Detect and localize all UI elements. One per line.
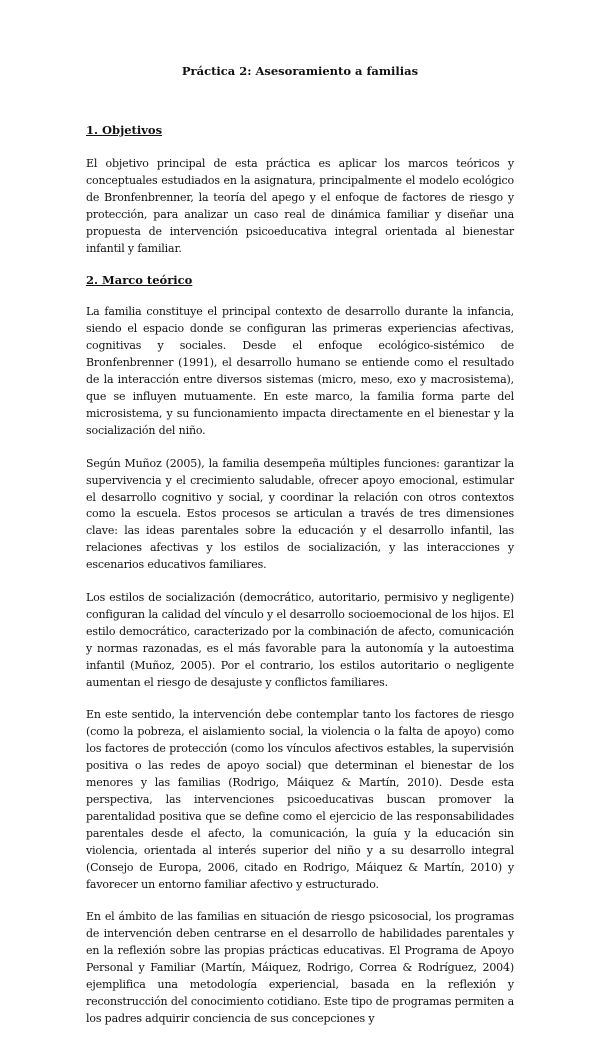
- paragraph-familia-contexto: La familia constituye el principal contexto de desarrollo durante la infancia, siendo el espacio donde se configuran las primeras experiencias afectivas, cognitivas y sociales. Desde el enfoque ecológico-sistémico de Bronfenbrenner (1991), el desarrollo humano se entiende como el resultado de la interacción entre diversos sistemas (micro, meso, exo y macrosistema), que se influyen mutuamente. En este marco, la familia forma parte del microsistema, y su funcionamiento impacta directamente en el bienestar y la socialización del niño.: [86, 305, 514, 437]
- paragraph-factores-riesgo: En este sentido, la intervención debe contemplar tanto los factores de riesgo (como la pobreza, el aislamiento social, la violencia o la falta de apoyo) como los factores de protección (como los vínculos afectivos estables, la supervisión positiva o las redes de apoyo social) que determinan el bienestar de los menores y las familias (Rodrigo, Máiquez & Martín, 2010). Desde esta perspectiva, las intervenciones psicoeducativas buscan promover la parentalidad positiva que se define como el ejercicio de las responsabilidades parentales desde el afecto, la comunicación, la guía y la educación sin violencia, orientada al interés superior del niño y a su desarrollo integral (Consejo de Europa, 2006, citado en Rodrigo, Máiquez & Martín, 2010) y favorecer un entorno familiar afectivo y estructurado.: [86, 708, 514, 891]
- section-heading-objetivos: 1. Objetivos: [86, 123, 163, 137]
- document-content: [86, 64, 514, 1044]
- paragraph-programas-intervencion: En el ámbito de las familias en situación de riesgo psicosocial, los programas de intervención deben centrarse en el desarrollo de habilidades parentales y en la reflexión sobre las propias prácticas educativas. El Programa de Apoyo Personal y Familiar (Martín, Máiquez, Rodrigo, Correa & Rodríguez, 2004) ejemplifica una metodología experiencial, basada en la reflexión y reconstrucción del conocimiento cotidiano. Este tipo de programas permiten a los padres adquirir conciencia de sus concepciones y: [86, 910, 514, 1025]
- document-title: Práctica 2: Asesoramiento a familias: [181, 64, 419, 78]
- paragraph-funciones-familia: Según Muñoz (2005), la familia desempeña múltiples funciones: garantizar la supervivencia y el crecimiento saludable, ofrecer apoyo emocional, estimular el desarrollo cognitivo y social, y coordinar la relación con otros contextos como la escuela. Estos procesos se articulan a través de tres dimensiones clave: las ideas parentales sobre la educación y el desarrollo infantil, las relaciones afectivas y los estilos de socialización, y las interacciones y escenarios educativos familiares.: [86, 456, 514, 572]
- paragraph-estilos-socializacion: Los estilos de socialización (democrático, autoritario, permisivo y negligente) configuran la calidad del vínculo y el desarrollo socioemocional de los hijos. El estilo democrático, caracterizado por la combinación de afecto, comunicación y normas razonadas, es el más favorable para la autonomía y la autoestima infantil (Muñoz, 2005). Por el contrario, los estilos autoritario o negligente aumentan el riesgo de desajuste y conflictos familiares.: [86, 591, 514, 689]
- section-heading-marco-teorico: 2. Marco teórico: [86, 273, 193, 288]
- paragraph-objetivos: El objetivo principal de esta práctica es aplicar los marcos teóricos y conceptuales estudiados en la asignatura, principalmente el modelo ecológico de Bronfenbrenner, la teoría del apego y el enfoque de factores de riesgo y protección, para analizar un caso real de dinámica familiar y diseñar una propuesta de intervención psicoeducativa integral orientada al bienestar infantil y familiar.: [86, 157, 514, 255]
